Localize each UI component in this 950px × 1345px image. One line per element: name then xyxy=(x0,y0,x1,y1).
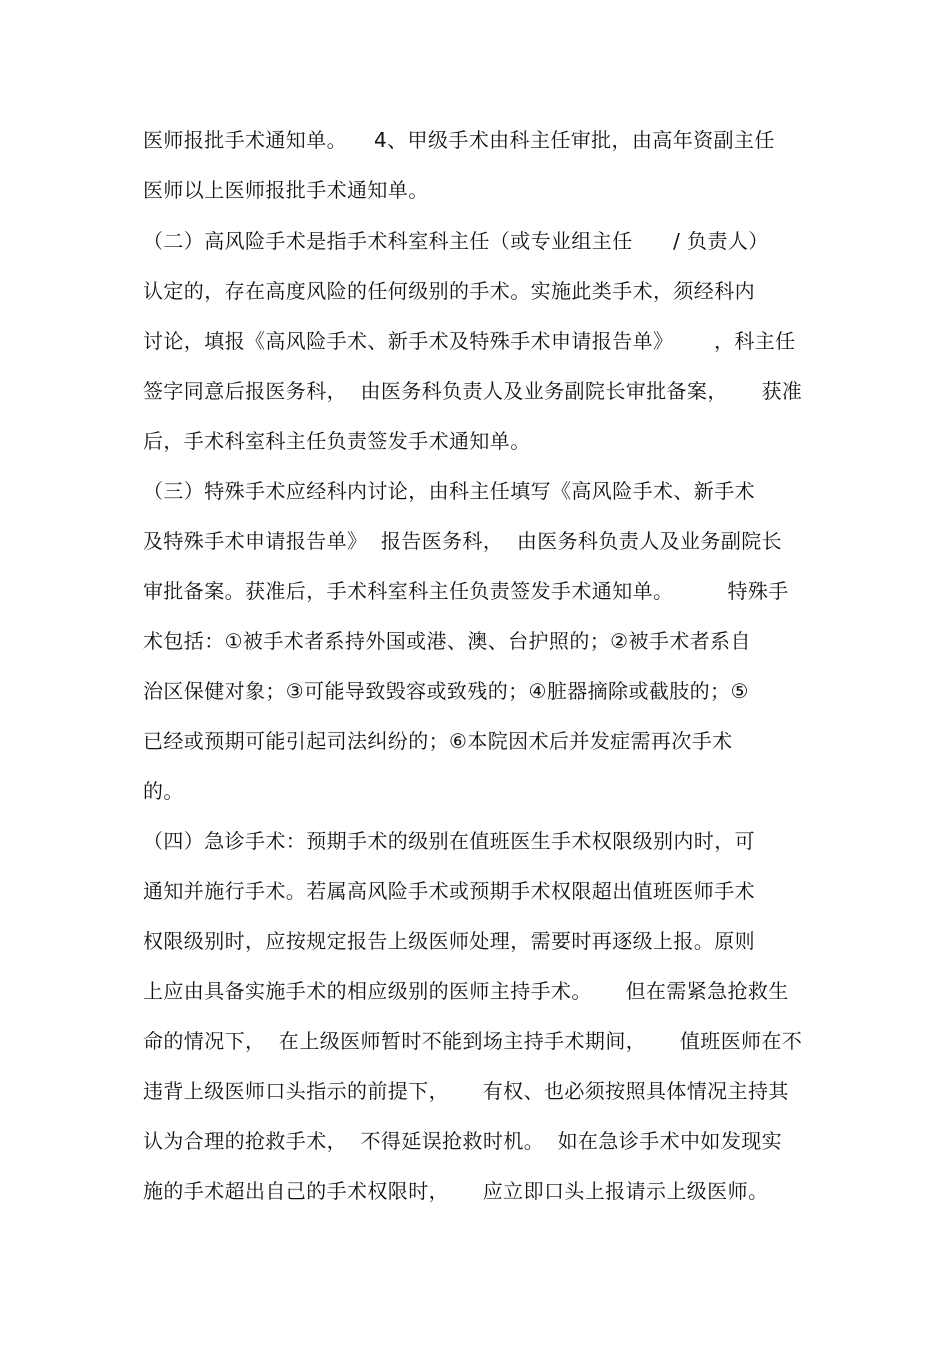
text-line: 上应由具备实施手术的相应级别的医师主持手术。 但在需紧急抢救生 xyxy=(143,979,789,1003)
text-line: 签字同意后报医务科， 由医务科负责人及业务副院长审批备案， 获准 xyxy=(143,379,803,403)
text-line: （二）高风险手术是指手术科室科主任（或专业组主任 / 负责人） xyxy=(143,229,769,253)
text-line: 讨论，填报《高风险手术、新手术及特殊手术申请报告单》 ，科主任 xyxy=(143,329,796,353)
text-line: （四）急诊手术：预期手术的级别在值班医生手术权限级别内时，可 xyxy=(143,829,755,853)
text-line: 认定的，存在高度风险的任何级别的手术。实施此类手术，须经科内 xyxy=(143,279,755,303)
text-line: 及特殊手术申请报告单》 报告医务科， 由医务科负责人及业务副院长 xyxy=(143,529,783,553)
text-line: 的。 xyxy=(143,779,184,803)
text-line: 认为合理的抢救手术， 不得延误抢救时机。 如在急诊手术中如发现实 xyxy=(143,1129,783,1153)
text-line: 权限级别时，应按规定报告上级医师处理，需要时再逐级上报。原则 xyxy=(143,929,755,953)
text-line: 术包括：①被手术者系持外国或港、澳、台护照的；②被手术者系自 xyxy=(143,629,751,653)
text-line: 医师报批手术通知单。 4、甲级手术由科主任审批，由高年资副主任 xyxy=(143,128,775,152)
text-line: 违背上级医师口头指示的前提下， 有权、也必须按照具体情况主持其 xyxy=(143,1079,789,1103)
text-line: 命的情况下， 在上级医师暂时不能到场主持手术期间， 值班医师在不 xyxy=(143,1029,803,1053)
text-line: 施的手术超出自己的手术权限时， 应立即口头上报请示上级医师。 xyxy=(143,1179,769,1203)
text-line: 治区保健对象；③可能导致毁容或致残的；④脏器摘除或截肢的；⑤ xyxy=(143,679,749,703)
text-line: 后，手术科室科主任负责签发手术通知单。 xyxy=(143,429,531,453)
text-line: 已经或预期可能引起司法纠纷的；⑥本院因术后并发症需再次手术 xyxy=(143,729,733,753)
text-line: 审批备案。获准后，手术科室科主任负责签发手术通知单。 特殊手 xyxy=(143,579,789,603)
text-line: （三）特殊手术应经科内讨论，由科主任填写《高风险手术、新手术 xyxy=(143,479,755,503)
text-line: 通知并施行手术。若属高风险手术或预期手术权限超出值班医师手术 xyxy=(143,879,755,903)
text-line: 医师以上医师报批手术通知单。 xyxy=(143,178,429,202)
